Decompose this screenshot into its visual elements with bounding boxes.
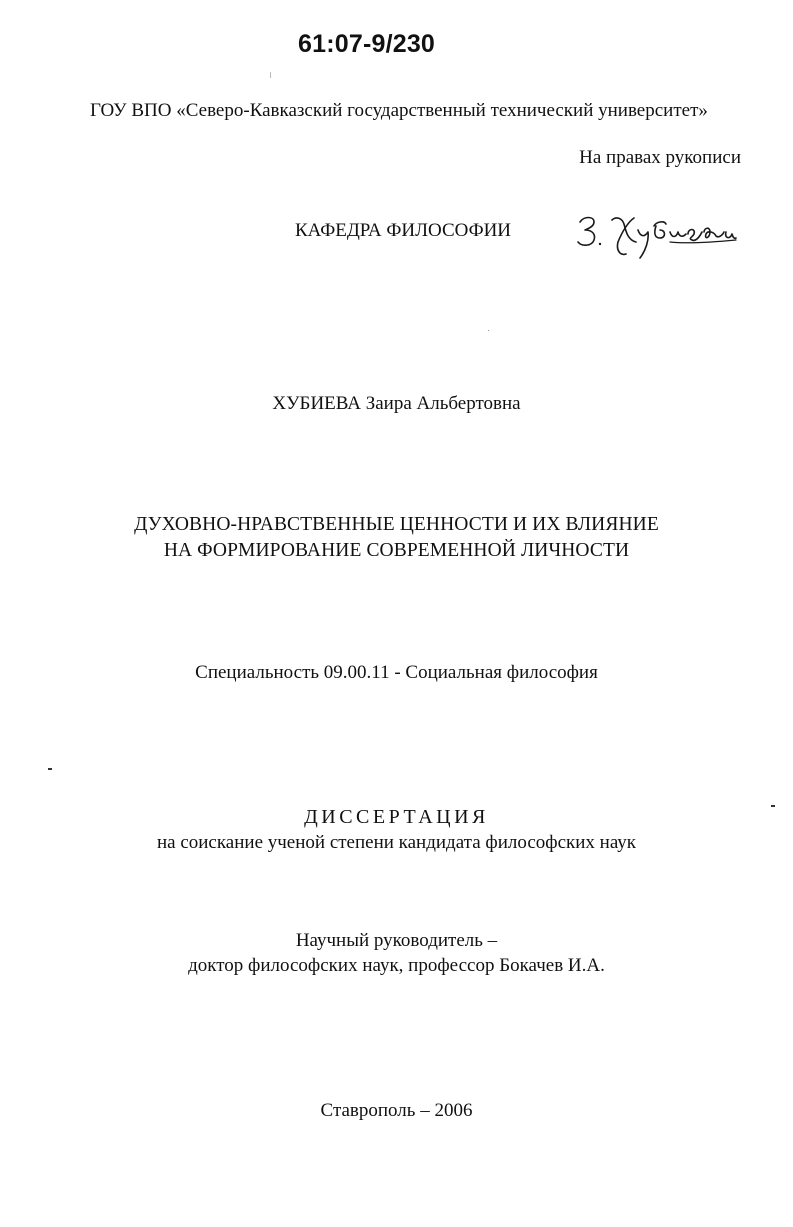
scan-speck <box>270 72 271 78</box>
manuscript-rights-note: На правах рукописи <box>579 147 741 168</box>
advisor-details: доктор философских наук, профессор Бокачев И.А. <box>188 955 605 976</box>
scan-speck <box>771 805 775 807</box>
dissertation-title-line-2: НА ФОРМИРОВАНИЕ СОВРЕМЕННОЙ ЛИЧНОСТИ <box>163 540 630 561</box>
city-and-year: Ставрополь – 2006 <box>320 1100 473 1121</box>
department-name: КАФЕДРА ФИЛОСОФИИ <box>295 220 512 241</box>
scan-speck <box>48 768 52 770</box>
scan-speck <box>488 330 489 331</box>
handwritten-signature <box>570 202 740 264</box>
advisor-label: Научный руководитель – <box>295 930 498 951</box>
author-name: ХУБИЕВА Заира Альбертовна <box>272 393 521 414</box>
institution-name: ГОУ ВПО «Северо-Кавказский государственный технический университет» <box>90 100 708 121</box>
document-type: ДИССЕРТАЦИЯ <box>304 806 489 828</box>
specialty-line: Специальность 09.00.11 - Социальная философия <box>195 662 598 683</box>
dissertation-title-line-1: ДУХОВНО-НРАВСТВЕННЫЕ ЦЕННОСТИ И ИХ ВЛИЯНИЕ <box>134 514 659 535</box>
degree-sought-line: на соискание ученой степени кандидата философских наук <box>156 832 637 853</box>
catalog-number: 61:07-9/230 <box>298 30 436 58</box>
